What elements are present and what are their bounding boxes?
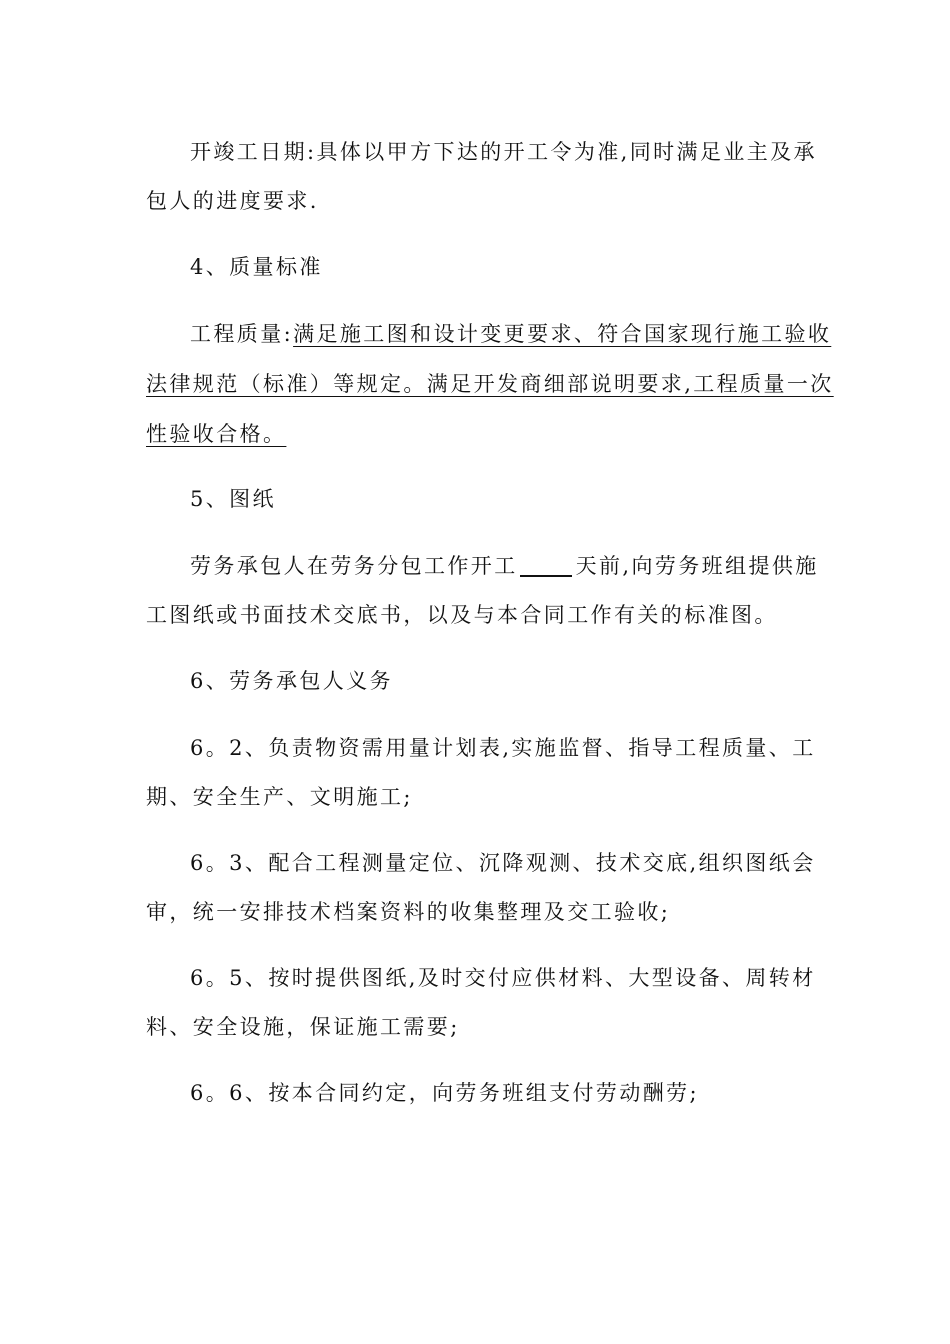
paragraph-quality-line-3: 性验收合格。	[146, 422, 287, 446]
paragraph-schedule-line-2: 包人的进度要求.	[146, 189, 319, 213]
paragraph-quality-line-2: 法律规范（标准）等规定。满足开发商细部说明要求,工程质量一次	[146, 372, 834, 396]
item-6-2-line-1: 6。2、负责物资需用量计划表,实施监督、指导工程质量、工	[190, 736, 816, 760]
quality-label: 工程质量:	[190, 322, 294, 346]
item-6-2-line-2: 期、安全生产、文明施工;	[146, 785, 413, 809]
item-6-5-line-1: 6。5、按时提供图纸,及时交付应供材料、大型设备、周转材	[190, 966, 816, 990]
drawings-text-after-blank: 天前,向劳务班组提供施	[575, 554, 819, 578]
item-6-3-line-1: 6。3、配合工程测量定位、沉降观测、技术交底,组织图纸会	[190, 851, 816, 875]
paragraph-schedule-line-1: 开竣工日期:具体以甲方下达的开工令为准,同时满足业主及承	[190, 140, 817, 164]
item-6-3-line-2: 审，统一安排技术档案资料的收集整理及交工验收;	[146, 900, 671, 924]
item-6-6-line-1: 6。6、按本合同约定，向劳务班组支付劳动酬劳;	[190, 1081, 699, 1105]
item-6-5-line-2: 料、安全设施，保证施工需要;	[146, 1015, 460, 1039]
heading-drawings: 5、图纸	[190, 487, 276, 511]
days-blank-field	[520, 555, 572, 577]
quality-text-underlined: 满足施工图和设计变更要求、符合国家现行施工验收	[293, 322, 832, 346]
paragraph-drawings-line-1	[190, 552, 819, 580]
heading-contractor-obligations: 6、劳务承包人义务	[190, 669, 393, 693]
paragraph-quality-line-1	[190, 320, 832, 348]
drawings-text-before-blank: 劳务承包人在劳务分包工作开工	[190, 554, 518, 578]
paragraph-drawings-line-2: 工图纸或书面技术交底书，以及与本合同工作有关的标准图。	[146, 603, 778, 627]
heading-quality-standard: 4、质量标准	[190, 255, 323, 279]
